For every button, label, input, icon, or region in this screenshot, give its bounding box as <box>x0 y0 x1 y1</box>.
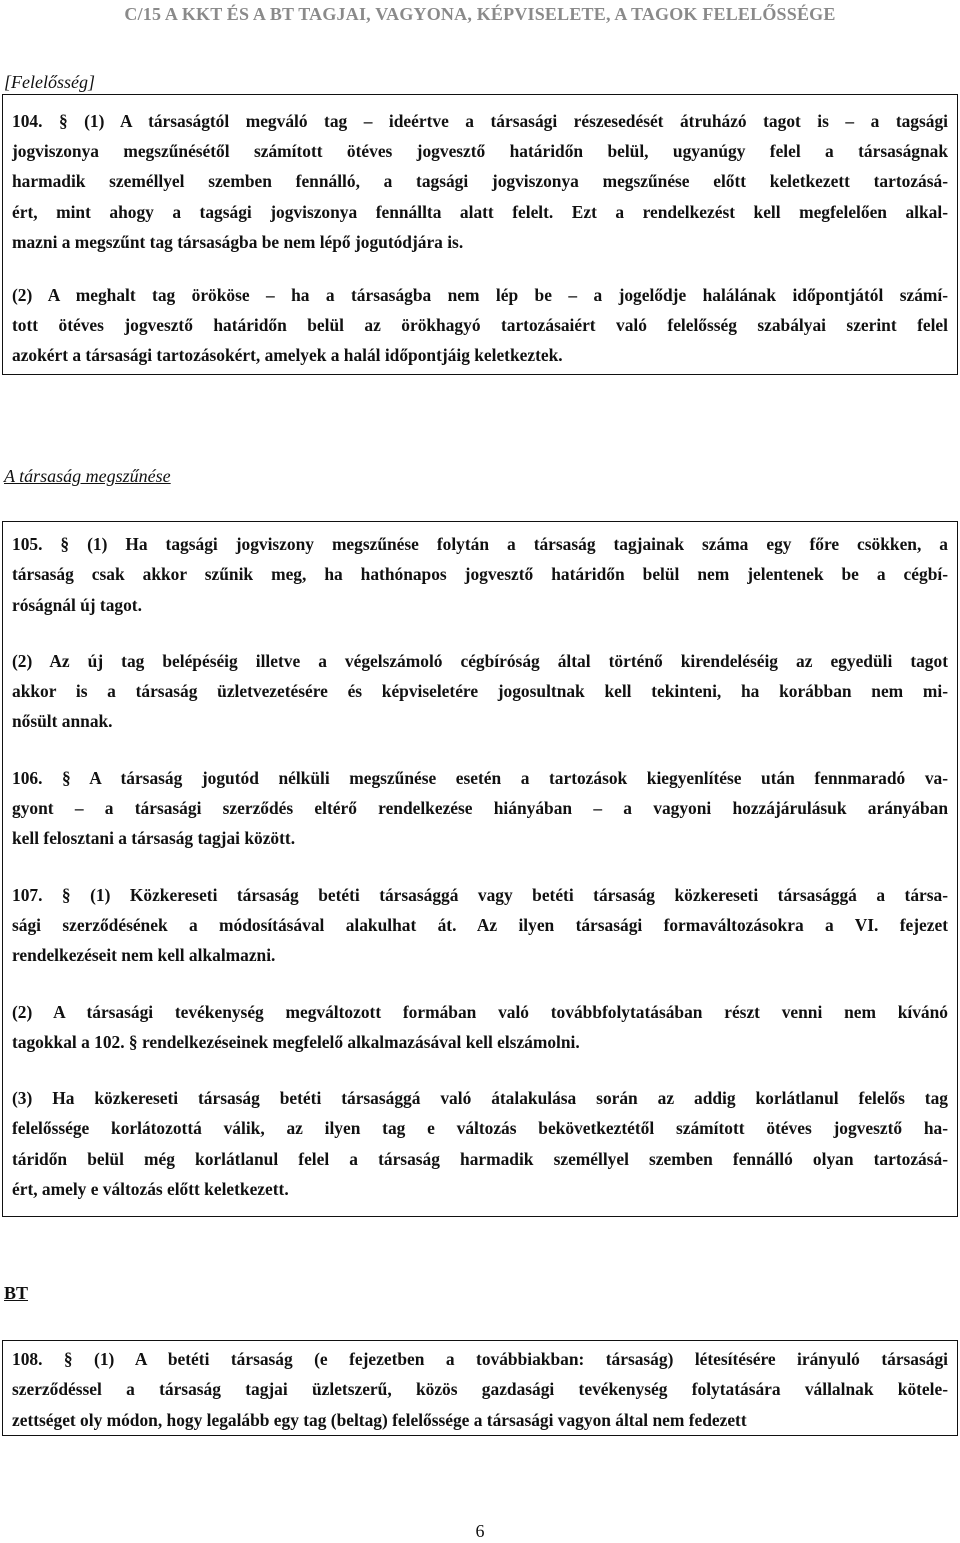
text-line: felelőssége korlátozottá válik, az ilyen tag e változás bekövetkeztétől számított ötéves jogvesztő ha- <box>12 1118 948 1139</box>
page-number: 6 <box>475 1521 485 1541</box>
text-line: táridőn belül még korlátlanul felel a társaság harmadik személlyel szemben fennálló olyan tartozásá- <box>12 1148 948 1169</box>
text-line: kell felosztani a társaság tagjai között. <box>12 828 296 849</box>
paragraph-106 <box>12 763 948 854</box>
paragraph-107-2 <box>12 997 948 1058</box>
text-line: akkor is a társaság üzletvezetésére és képviseletére jogosultnak kell tekinteni, ha korábban nem mi- <box>12 681 948 702</box>
text-line: 105. § (1) Ha tagsági jogviszony megszűnése folytán a társaság tagjainak száma egy főre csökken, a <box>12 534 948 554</box>
section-105-107-box <box>2 521 958 1217</box>
text-line: (2) A meghalt tag örököse – ha a társaságba nem lép be – a jogelődje halálának időpontjától számí- <box>12 285 948 306</box>
text-line: róságnál új tagot. <box>12 594 142 615</box>
text-line: jogviszonya megszűnésétől számított ötéves jogvesztő határidőn belül, ugyanúgy felel a társaságnak <box>12 141 948 162</box>
text-line: mazni a megszűnt tag társaságba be nem lépő jogutódjára is. <box>12 231 464 252</box>
text-line: rendelkezéseit nem kell alkalmazni. <box>12 945 276 966</box>
text-line: (2) A társasági tevékenység megváltozott formában való továbbfolytatásában részt venni nem kívánó <box>12 1001 948 1022</box>
paragraph-108-1 <box>12 1344 948 1435</box>
text-line: nősült annak. <box>12 711 113 732</box>
text-line: zettséget oly módon, hogy legalább egy tag (beltag) felelőssége a társasági vagyon által nem fedezett <box>12 1409 747 1430</box>
text-line: tagokkal a 102. § rendelkezéseinek megfelelő alkalmazásával kell elszámolni. <box>12 1031 580 1052</box>
text-line: tott ötéves jogvesztő határidőn belül az örökhagyó tartozásaiért való felelősség szabályai szerint felel <box>12 315 948 336</box>
text-line: társaság csak akkor szűnik meg, ha hathónapos jogvesztő határidőn belül nem jelentenek be a cégbí- <box>12 564 948 585</box>
megszunes-heading: A társaság megszűnése <box>4 466 171 486</box>
text-line: 107. § (1) Közkereseti társaság betéti társasággá vagy betéti társaság közkereseti társasággá a társa- <box>12 884 948 905</box>
page-header: C/15 A KKT ÉS A BT TAGJAI, VAGYONA, KÉPVISELETE, A TAGOK FELELŐSSÉGE <box>124 4 836 24</box>
paragraph-105-1 <box>12 529 948 620</box>
paragraph-104-2 <box>12 280 948 371</box>
text-line: (2) Az új tag belépéséig illetve a végelszámoló cégbíróság által történő kirendeléséig az egyedüli tagot <box>12 650 948 671</box>
text-line: azokért a társasági tartozásokért, amelyek a halál időpontjáig keletkeztek. <box>12 345 563 366</box>
text-line: harmadik személlyel szemben fennálló, a tagsági jogviszonya megszűnése előtt keletkezett tartozásá- <box>12 171 948 192</box>
text-line: (3) Ha közkereseti társaság betéti társasággá való átalakulása során az addig korlátlanul felelős tag <box>12 1088 948 1109</box>
bt-heading: BT <box>4 1283 29 1303</box>
text-line: gyont – a társasági szerződés eltérő rendelkezése hiányában – a vagyoni hozzájárulásuk arányában <box>12 798 948 819</box>
text-line: 104. § (1) A társaságtól megváló tag – ideértve a társasági részesedését átruházó tagot is – a tagsági <box>12 111 948 131</box>
text-line: 106. § A társaság jogutód nélküli megszűnése esetén a tartozások kiegyenlítése után fennmaradó va- <box>12 767 948 788</box>
text-line: 108. § (1) A betéti társaság (e fejezetben a továbbiakban: társaság) létesítésére irányuló társasági <box>12 1349 948 1369</box>
text-line: sági szerződésének a módosításával alakulhat át. Az ilyen társasági formaváltozásokra a VI. fejezet <box>12 914 948 935</box>
text-line: ért, mint ahogy a tagsági jogviszonya fennállta alatt felelt. Ezt a rendelkezést kell megfelelően alkal- <box>12 201 948 222</box>
paragraph-107-3 <box>12 1083 948 1204</box>
paragraph-104-1 <box>12 106 948 257</box>
section-108-box <box>2 1340 958 1436</box>
felelosseg-label: [Felelősség] <box>4 72 95 92</box>
paragraph-105-2 <box>12 646 948 737</box>
text-line: ért, amely e változás előtt keletkezett. <box>12 1179 289 1200</box>
section-104-box <box>2 94 958 375</box>
paragraph-107-1 <box>12 880 948 971</box>
text-line: szerződéssel a társaság tagjai üzletszerű, közös gazdasági tevékenység folytatására vállalnak kötele- <box>12 1379 948 1400</box>
